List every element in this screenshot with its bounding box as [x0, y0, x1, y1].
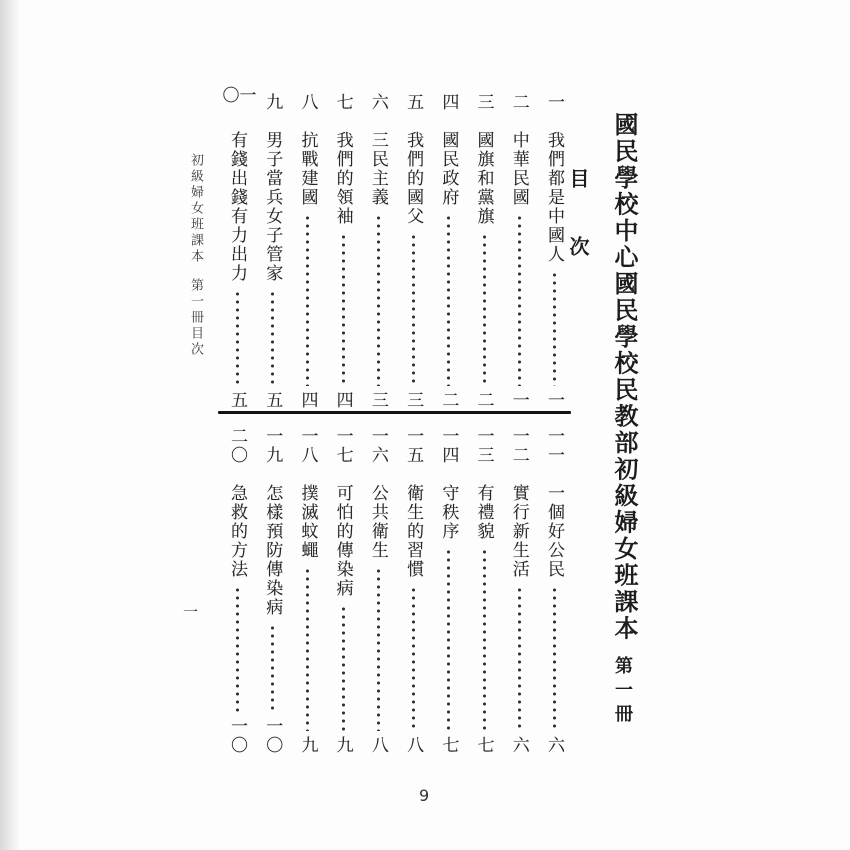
dotted-leader: [342, 233, 345, 386]
lesson-number-slot: [440, 425, 457, 465]
lesson-number-slot: [405, 425, 422, 465]
dotted-leader: [553, 586, 556, 731]
toc-entry: [326, 86, 361, 410]
lesson-number-slot: [299, 425, 316, 465]
lesson-number-slot: [546, 425, 563, 465]
lesson-title: 公共衛生: [368, 484, 388, 560]
lesson-number-slot: [440, 86, 457, 112]
lesson-number: 一七: [333, 427, 353, 465]
page-number: 九: [298, 736, 318, 755]
lesson-number-slot: [229, 425, 246, 465]
toc-entry: [431, 86, 466, 410]
toc-entry: [255, 86, 290, 410]
lesson-number: 一三: [474, 427, 494, 465]
lesson-number: 四: [439, 93, 459, 112]
lesson-title: 守秩序: [439, 484, 459, 541]
lesson-title: 三民主義: [368, 131, 388, 207]
book-title-main: 國民學校中心國民學校民教部初級婦女班課本: [610, 112, 636, 642]
lesson-number: 一八: [298, 427, 318, 465]
dotted-leader: [236, 586, 239, 712]
dotted-leader: [483, 233, 486, 386]
toc-entry: [396, 425, 431, 755]
lesson-number: 一九: [263, 427, 283, 465]
lesson-title: 衛生的習慣: [404, 484, 424, 579]
lesson-title: 有錢出錢有力出力: [228, 131, 247, 283]
toc-entry: [467, 86, 502, 410]
lesson-number-slot: [405, 86, 422, 112]
page-number: 九: [333, 736, 353, 755]
lesson-number: 一一: [544, 427, 564, 465]
running-title: [190, 153, 203, 413]
lesson-number-slot: [335, 86, 352, 112]
lesson-number: 一: [544, 93, 564, 112]
page-number: 一〇: [263, 717, 283, 755]
lesson-number-slot: [335, 425, 352, 465]
lesson-number-slot: [221, 86, 255, 112]
lesson-number-slot: [299, 86, 316, 112]
dotted-leader: [518, 586, 521, 731]
page-number: 二: [474, 391, 494, 410]
dotted-leader: [306, 567, 309, 731]
page-number: 八: [368, 736, 388, 755]
page-number: 一〇: [228, 717, 247, 755]
lesson-number: 一五: [404, 427, 424, 465]
page-number: 五: [228, 391, 247, 410]
lesson-title: 抗戰建國: [298, 131, 318, 207]
page-number: 一: [509, 391, 529, 410]
lesson-title: 急救的方法: [228, 484, 247, 579]
toc-entry: [290, 86, 325, 410]
lesson-number: 一二: [509, 427, 529, 465]
dotted-leader: [271, 290, 274, 386]
lesson-number: 八: [298, 93, 318, 112]
book-title: [611, 112, 635, 740]
toc-entry: [220, 425, 255, 755]
lesson-number: 五: [404, 93, 424, 112]
page-number: 二: [439, 391, 459, 410]
lesson-number: 七: [333, 93, 353, 112]
lesson-title: 男子當兵女子管家: [263, 131, 283, 283]
lesson-number: 九: [263, 93, 283, 112]
toc-section-lessons-1-10: [220, 86, 572, 410]
toc-entry: [255, 425, 290, 755]
lesson-number: 六: [368, 93, 388, 112]
lesson-title: 撲滅蚊蠅: [298, 484, 318, 560]
lesson-number-slot: [511, 425, 528, 465]
page-number: 五: [263, 391, 283, 410]
page-number: 七: [474, 736, 494, 755]
page-number: 三: [368, 391, 388, 410]
toc-entry: [431, 425, 466, 755]
page-number: 六: [544, 736, 564, 755]
toc-entry: [502, 425, 537, 755]
dotted-leader: [553, 271, 556, 386]
lesson-number: 二〇: [228, 427, 247, 465]
lesson-title: 我們都是中國人: [544, 131, 564, 264]
lesson-number: 三: [474, 93, 494, 112]
lesson-title: 一個好公民: [544, 484, 564, 579]
lesson-number: 二: [509, 93, 529, 112]
book-title-volume: 第一冊: [613, 656, 633, 728]
lesson-title: 我們的國父: [404, 131, 424, 226]
toc-section-lessons-11-20: [220, 425, 572, 755]
scan-page-number: 9: [419, 786, 430, 805]
lesson-number: 一六: [368, 427, 388, 465]
lesson-number-slot: [476, 86, 493, 112]
dotted-leader: [377, 214, 380, 386]
dotted-leader: [518, 214, 521, 386]
toc-entry: [220, 86, 255, 410]
toc-entry: [326, 425, 361, 755]
toc-header: 目次: [566, 168, 588, 304]
folio-page-number: 一: [183, 605, 199, 621]
lesson-number: 一四: [439, 427, 459, 465]
lesson-title: 國民政府: [439, 131, 459, 207]
page-number: 一: [544, 391, 564, 410]
lesson-number: 一〇: [219, 86, 256, 105]
toc-entry: [537, 86, 572, 410]
page-number: 八: [404, 736, 424, 755]
dotted-leader: [271, 624, 274, 712]
page-number: 七: [439, 736, 459, 755]
running-subtitle-text: 第一冊目次: [189, 278, 204, 358]
lesson-number-slot: [370, 86, 387, 112]
lesson-number-slot: [264, 86, 281, 112]
dotted-leader: [447, 214, 450, 386]
lesson-number-slot: [370, 425, 387, 465]
lesson-title: 國旗和黨旗: [474, 131, 494, 226]
dotted-leader: [483, 548, 486, 731]
dotted-leader: [236, 290, 239, 386]
toc-entry: [361, 425, 396, 755]
toc-entry: [361, 86, 396, 410]
toc-entry: [396, 86, 431, 410]
toc-entry: [537, 425, 572, 755]
toc-entry: [467, 425, 502, 755]
dotted-leader: [342, 605, 345, 731]
lesson-title: 可怕的傳染病: [333, 484, 353, 598]
toc-entry: [502, 86, 537, 410]
dotted-leader: [412, 233, 415, 386]
lesson-number-slot: [476, 425, 493, 465]
running-title-text: 初級婦女班課本: [189, 153, 204, 265]
page-number: 四: [298, 391, 318, 410]
toc-entry: [290, 425, 325, 755]
dotted-leader: [306, 214, 309, 386]
lesson-title: 中華民國: [509, 131, 529, 207]
dotted-leader: [447, 548, 450, 731]
scan-edge-shadow: [0, 0, 20, 850]
lesson-number-slot: [511, 86, 528, 112]
lesson-title: 我們的領袖: [333, 131, 353, 226]
dotted-leader: [377, 567, 380, 731]
lesson-title: 有禮貌: [474, 484, 494, 541]
section-divider-rule: [218, 411, 571, 414]
page-number: 四: [333, 391, 353, 410]
page-number: 三: [404, 391, 424, 410]
lesson-title: 實行新生活: [509, 484, 529, 579]
lesson-number-slot: [546, 86, 563, 112]
lesson-title: 怎樣預防傳染病: [263, 484, 283, 617]
lesson-number-slot: [264, 425, 281, 465]
page-number: 六: [509, 736, 529, 755]
dotted-leader: [412, 586, 415, 731]
